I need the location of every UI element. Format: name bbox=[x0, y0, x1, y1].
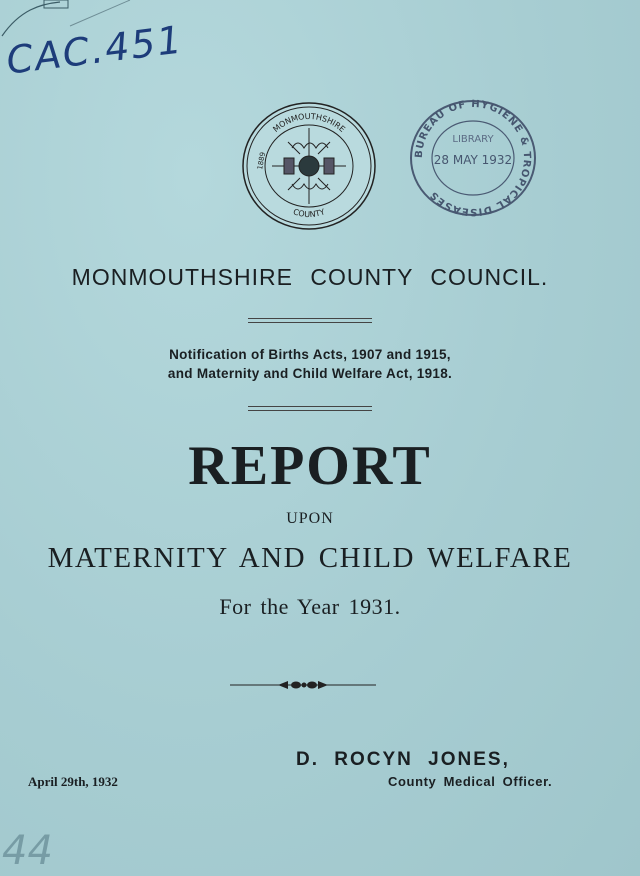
report-subject: MATERNITY AND CHILD WELFARE bbox=[47, 542, 573, 574]
stamp-ring-text: BUREAU OF HYGIENE & TROPICAL DISEASES bbox=[413, 98, 533, 218]
council-title: MONMOUTHSHIRE COUNTY COUNCIL. bbox=[71, 264, 549, 290]
stamp-date: 28 MAY 1932 bbox=[433, 153, 513, 167]
report-heading: REPORT bbox=[188, 435, 432, 497]
ornament-divider bbox=[230, 678, 376, 692]
officer-title: County Medical Officer. bbox=[388, 774, 553, 789]
divider-rule bbox=[248, 406, 372, 411]
catalogue-mark: CAC.451 bbox=[3, 17, 186, 83]
library-stamp bbox=[408, 98, 538, 218]
upon-text: UPON bbox=[286, 510, 334, 527]
page-number: 44 bbox=[2, 828, 53, 874]
divider-rule bbox=[248, 318, 372, 323]
seal-bottom-text: COUNTY bbox=[292, 207, 327, 220]
stamp-library-label: LIBRARY bbox=[452, 134, 494, 145]
officer-name: D. ROCYN JONES, bbox=[296, 749, 510, 770]
acts-reference bbox=[0, 345, 620, 383]
seal-top-text: MONMOUTHSHIRE bbox=[271, 111, 347, 135]
acts-line-1: Notification of Births Acts, 1907 and 1915, bbox=[169, 347, 451, 362]
acts-line-2: and Maternity and Child Welfare Act, 1918. bbox=[167, 366, 453, 381]
report-year: For the Year 1931. bbox=[219, 594, 401, 619]
report-date: April 29th, 1932 bbox=[28, 774, 118, 789]
seal-year: 1889 bbox=[256, 151, 268, 171]
county-seal bbox=[240, 100, 378, 233]
